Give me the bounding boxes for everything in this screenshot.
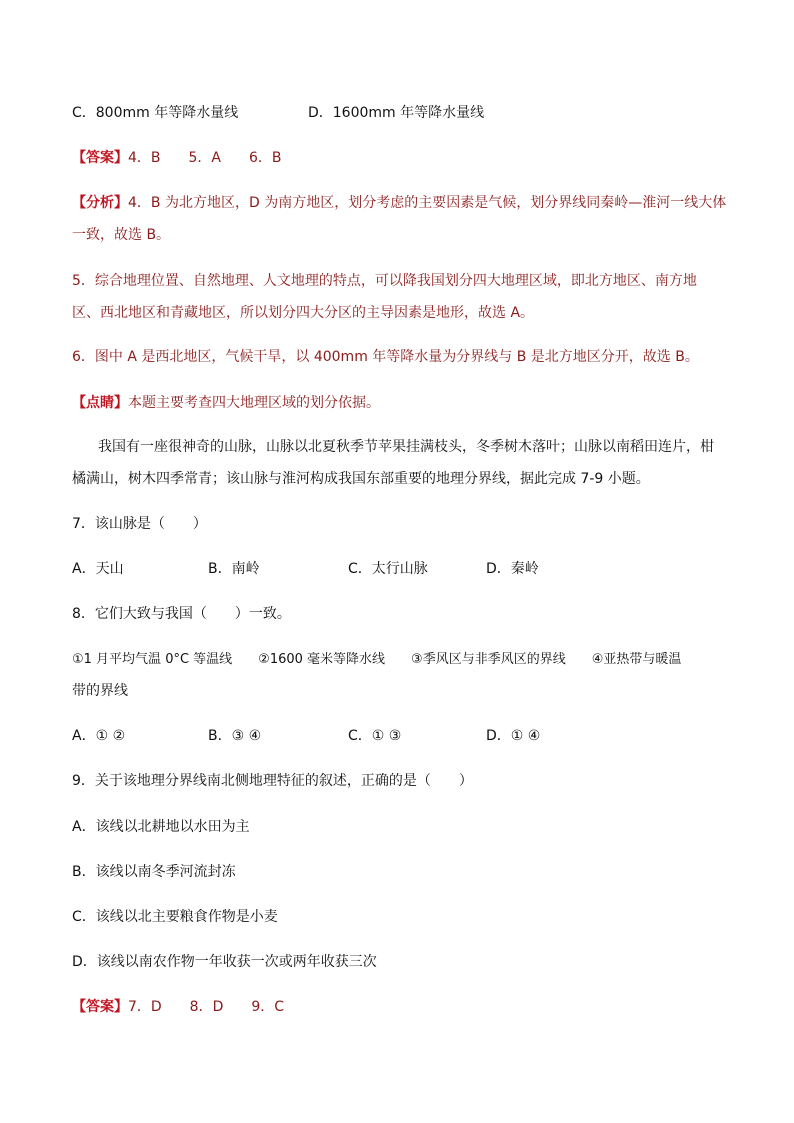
answer-tag: 【答案】 [72,150,128,166]
q9-option-a: A．该线以北耕地以水田为主 [72,819,250,835]
analysis-tag: 【分析】 [72,195,128,211]
q8-items-line-2: 带的界线 [72,683,128,699]
answer-text: 4．B 5．A 6．B [128,150,282,166]
q3-option-c: C．800mm 年等降水量线 [72,105,239,121]
answer-block-2 [72,996,284,1016]
answer-tag-2: 【答案】 [72,999,128,1015]
q9-option-b: B．该线以南冬季河流封冻 [72,864,236,880]
analysis-text-1: 4．B 为北方地区，D 为南方地区，划分考虑的主要因素是气候，划分界线同秦岭—淮河一线大体 [128,195,727,211]
q7-stem: 7．该山脉是（ ） [72,516,207,532]
q9-option-d: D．该线以南农作物一年收获一次或两年收获三次 [72,954,377,970]
q9-option-c: C．该线以北主要粮食作物是小麦 [72,909,278,925]
answer-text-2: 7．D 8．D 9．C [128,999,285,1015]
q8-option-a: A．① ② [72,728,126,744]
analysis-p5-line-2: 区、西北地区和青藏地区，所以划分四大分区的主导因素是地形，故选 A。 [72,305,535,321]
analysis-line-2: 一致，故选 B。 [72,227,171,243]
passage-line-1: 我国有一座很神奇的山脉，山脉以北夏秋季节苹果挂满枝头，冬季树木落叶；山脉以南稻田连片，柑 [98,439,714,455]
passage-line-2: 橘满山，树木四季常青；该山脉与淮河构成我国东部重要的地理分界线，据此完成 7-9 小题。 [72,471,650,487]
q7-option-a: A．天山 [72,561,124,577]
answer-block-1 [72,147,282,167]
analysis-line-1 [72,192,726,212]
point-tag: 【点睛】 [72,395,128,411]
point-text: 本题主要考查四大地理区域的划分依据。 [128,395,380,411]
q8-option-d: D．① ④ [486,728,541,744]
analysis-p6: 6．图中 A 是西北地区，气候干旱，以 400mm 年等降水量为分界线与 B 是北方地区分开，故选 B。 [72,349,699,365]
analysis-p5-line-1: 5．综合地理位置、自然地理、人文地理的特点，可以降我国划分四大地理区域，即北方地区、南方地 [72,273,697,289]
point-block [72,392,380,412]
q8-items-line-1: ①1 月平均气温 0°C 等温线 ②1600 毫米等降水线 ③季风区与非季风区的界线 ④亚热带与暖温 [72,652,682,667]
q3-option-d: D．1600mm 年等降水量线 [308,105,485,121]
q8-stem: 8．它们大致与我国（ ）一致。 [72,606,291,622]
q8-option-b: B．③ ④ [208,728,262,744]
q9-stem: 9．关于该地理分界线南北侧地理特征的叙述，正确的是（ ） [72,773,473,789]
q8-option-c: C．① ③ [348,728,402,744]
q7-option-b: B．南岭 [208,561,260,577]
q7-option-d: D．秦岭 [486,561,539,577]
q7-option-c: C．太行山脉 [348,561,428,577]
